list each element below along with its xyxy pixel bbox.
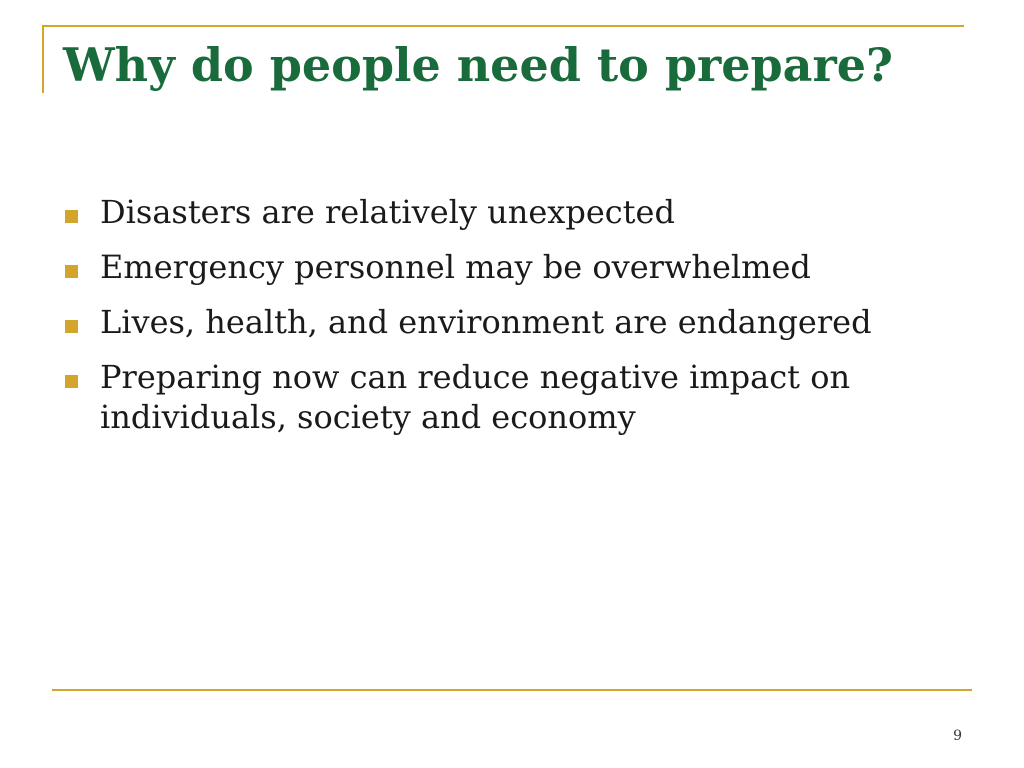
slide-title: Why do people need to prepare? xyxy=(63,38,893,92)
top-rule xyxy=(42,25,964,27)
page-number: 9 xyxy=(953,728,962,744)
bullet-list xyxy=(65,192,945,452)
bullet-text: Preparing now can reduce negative impact on individuals, society and economy xyxy=(100,358,851,436)
bullet-item xyxy=(65,192,945,232)
square-bullet-icon xyxy=(65,265,78,278)
bullet-text: Lives, health, and environment are endangered xyxy=(100,303,872,341)
bullet-item xyxy=(65,302,945,342)
square-bullet-icon xyxy=(65,210,78,223)
square-bullet-icon xyxy=(65,320,78,333)
left-rule xyxy=(42,25,44,93)
bullet-item xyxy=(65,247,945,287)
bullet-text: Disasters are relatively unexpected xyxy=(100,193,675,231)
bullet-item xyxy=(65,357,945,437)
bullet-text: Emergency personnel may be overwhelmed xyxy=(100,248,811,286)
square-bullet-icon xyxy=(65,375,78,388)
bottom-rule xyxy=(52,689,972,691)
